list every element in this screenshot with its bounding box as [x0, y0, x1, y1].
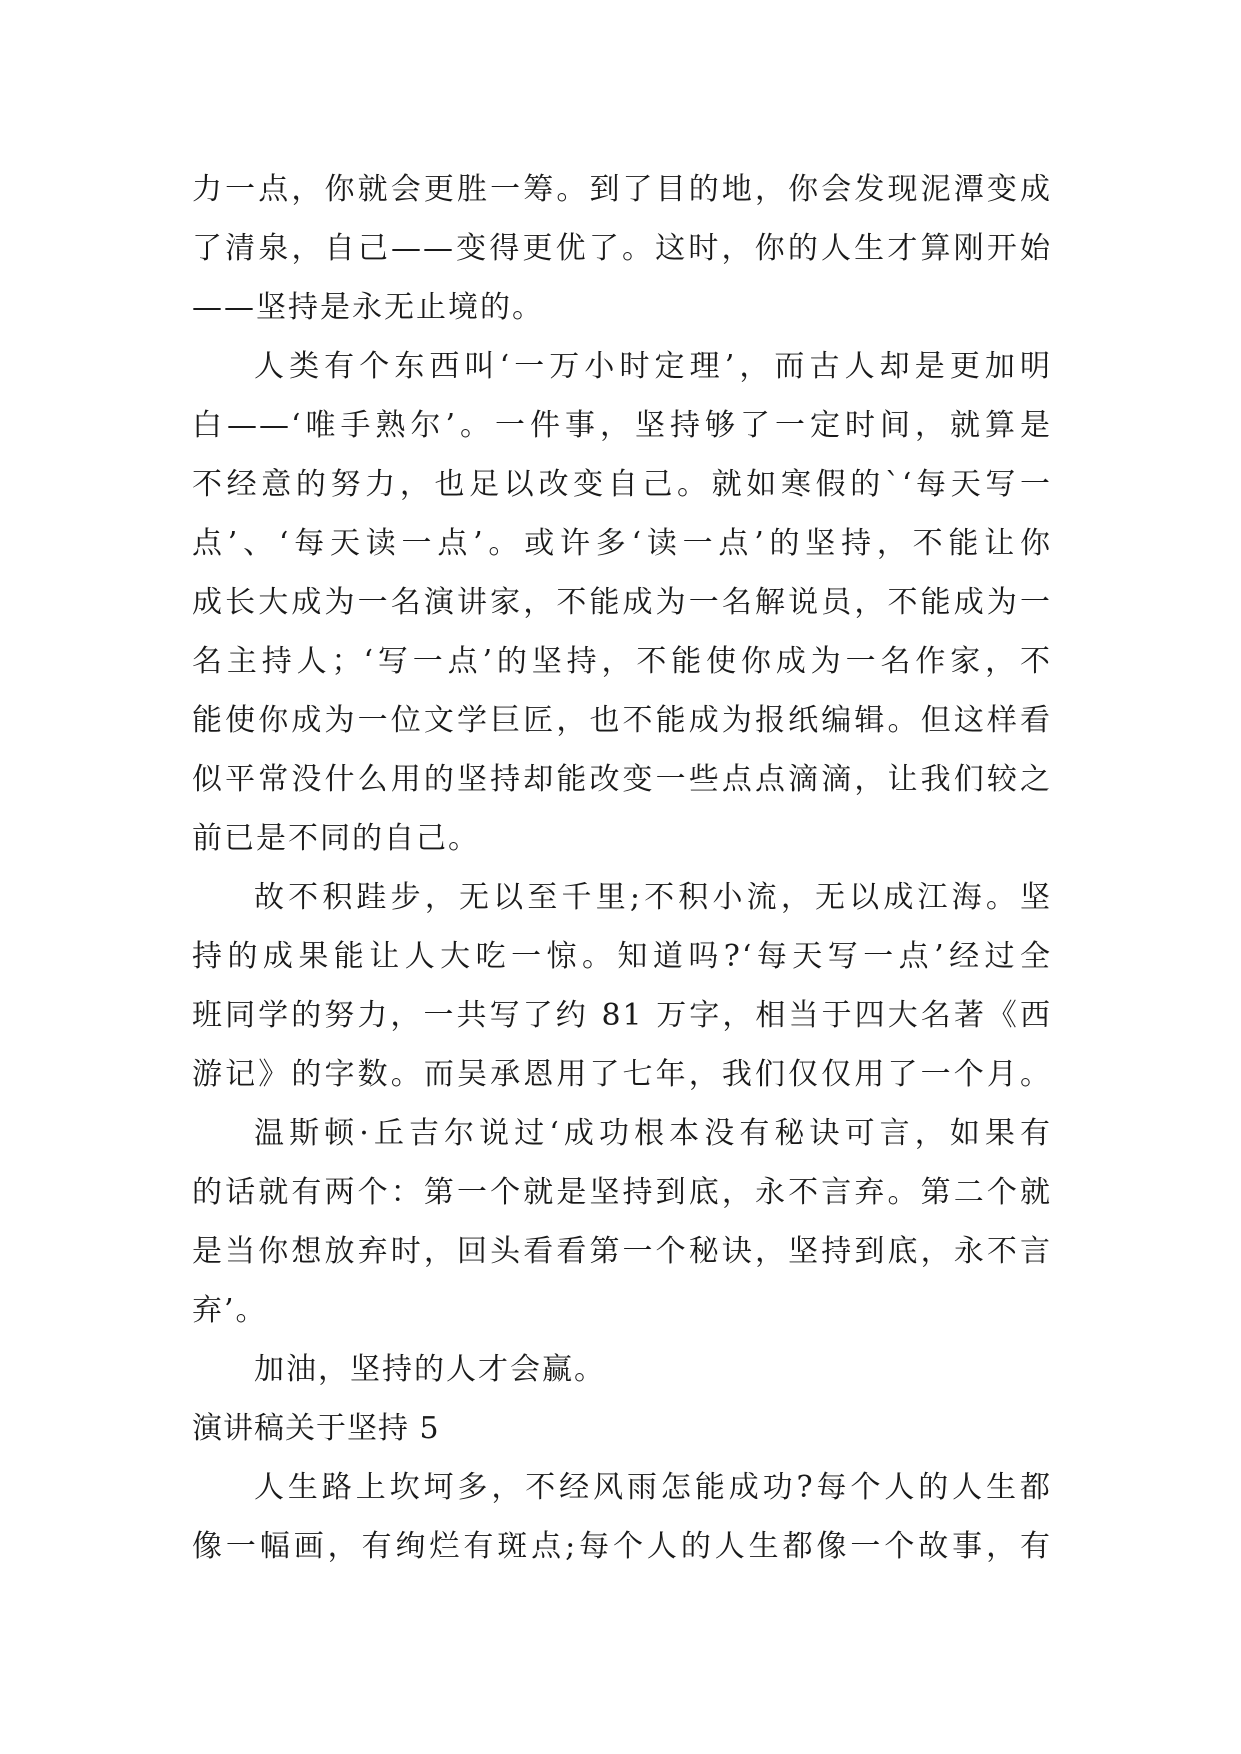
- text-line: 持的成果能让人大吃一惊。知道吗?‘每天写一点’经过全: [192, 939, 1052, 974]
- document-body: [192, 160, 1052, 1576]
- text-line: 似平常没什么用的坚持却能改变一些点点滴滴，让我们较之: [192, 762, 1052, 797]
- text-line: 的话就有两个：第一个就是坚持到底，永不言弃。第二个就: [192, 1175, 1052, 1210]
- paragraph-start-line: 人类有个东西叫‘一万小时定理’，而古人却是更加明: [254, 349, 1052, 384]
- text-line: 力一点，你就会更胜一筹。到了目的地，你会发现泥潭变成: [192, 172, 1052, 207]
- text-line: 弃’。: [192, 1293, 268, 1328]
- text-line: 点’、‘每天读一点’。或许多‘读一点’的坚持，不能让你: [192, 526, 1052, 561]
- paragraph-start-line: 故不积跬步，无以至千里;不积小流，无以成江海。坚: [254, 880, 1052, 915]
- text-line: 是当你想放弃时，回头看看第一个秘诀，坚持到底，永不言: [192, 1234, 1052, 1269]
- text-line: 白——‘唯手熟尔’。一件事，坚持够了一定时间，就算是: [192, 408, 1052, 443]
- text-line: 名主持人；‘写一点’的坚持，不能使你成为一名作家，不: [192, 644, 1052, 679]
- text-line: 游记》的字数。而吴承恩用了七年，我们仅仅用了一个月。: [192, 1057, 1052, 1092]
- text-line: 不经意的努力，也足以改变自己。就如寒假的`‘每天写一: [192, 467, 1052, 502]
- paragraph-start-line: 人生路上坎坷多，不经风雨怎能成功?每个人的人生都: [254, 1470, 1052, 1505]
- paragraph-start-line: 温斯顿·丘吉尔说过‘成功根本没有秘诀可言，如果有: [254, 1116, 1052, 1151]
- text-line: 班同学的努力，一共写了约 81 万字，相当于四大名著《西: [192, 998, 1052, 1033]
- text-line: 前已是不同的自己。: [192, 821, 480, 856]
- section-heading: 演讲稿关于坚持 5: [192, 1411, 440, 1446]
- text-line: ——坚持是永无止境的。: [192, 290, 544, 325]
- paragraph-start-line: 加油，坚持的人才会赢。: [254, 1352, 606, 1387]
- text-line: 像一幅画，有绚烂有斑点;每个人的人生都像一个故事，有: [192, 1529, 1052, 1564]
- text-line: 了清泉，自己——变得更优了。这时，你的人生才算刚开始: [192, 231, 1052, 266]
- text-line: 成长大成为一名演讲家，不能成为一名解说员，不能成为一: [192, 585, 1052, 620]
- text-line: 能使你成为一位文学巨匠，也不能成为报纸编辑。但这样看: [192, 703, 1052, 738]
